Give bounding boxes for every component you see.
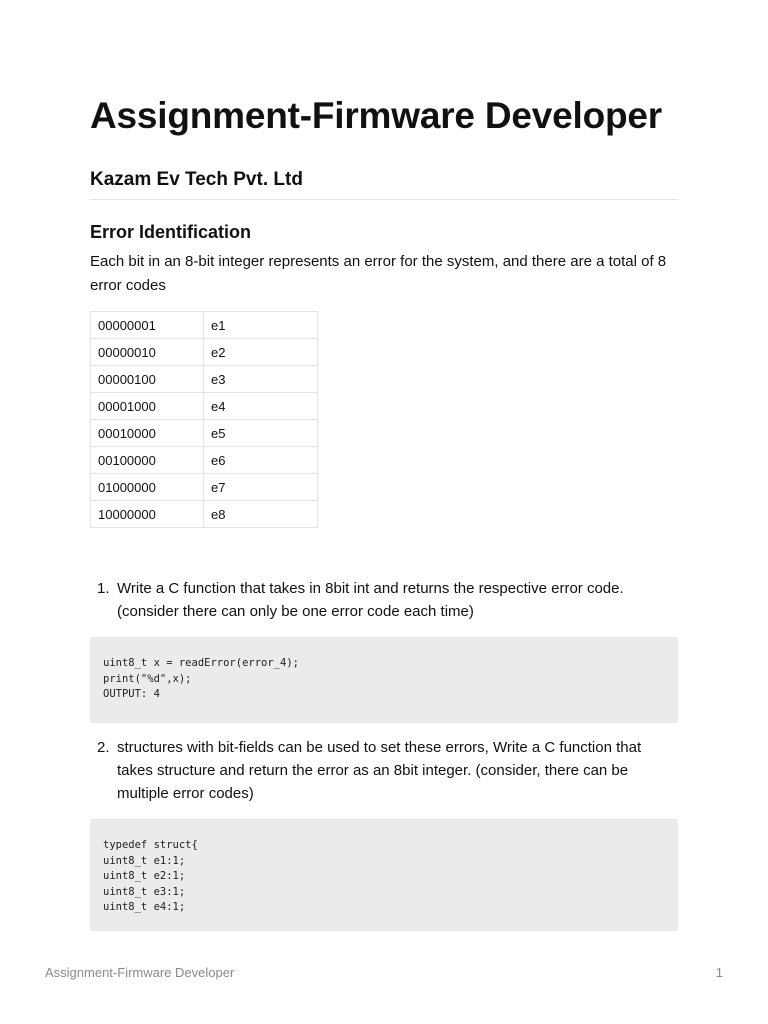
table-row xyxy=(91,447,318,474)
question-text: Write a C function that takes in 8bit int and returns the respective error code. (consider there can only be one error code each time) xyxy=(117,580,624,621)
error-code-cell: e2 xyxy=(204,339,318,366)
code-block-2 xyxy=(90,819,678,931)
error-code-cell: e4 xyxy=(204,393,318,420)
bit-pattern-cell: 00100000 xyxy=(91,447,204,474)
table-row xyxy=(91,474,318,501)
code-line: uint8_t e3:1; xyxy=(103,885,186,898)
question-1 xyxy=(90,577,670,623)
bit-pattern-cell: 00000100 xyxy=(91,366,204,393)
bit-pattern-cell: 00001000 xyxy=(91,393,204,420)
table-row xyxy=(91,366,318,393)
company-name: Kazam Ev Tech Pvt. Ltd xyxy=(90,169,303,190)
code-line: uint8_t e2:1; xyxy=(103,870,186,882)
error-code-cell: e8 xyxy=(204,501,318,528)
intro-paragraph: Each bit in an 8-bit integer represents an error for the system, and there are a total of 8 error codes xyxy=(90,253,667,294)
bit-pattern-cell: 00000001 xyxy=(91,312,204,339)
table-row xyxy=(91,393,318,420)
code-line: OUTPUT: 4 xyxy=(103,688,160,700)
error-code-table xyxy=(90,311,318,528)
footer-title: Assignment-Firmware Developer xyxy=(45,965,235,980)
bit-pattern-cell: 01000000 xyxy=(91,474,204,501)
code-line: uint8_t x = readError(error_4); xyxy=(103,657,299,669)
section-heading: Error Identification xyxy=(90,222,252,242)
question-text: structures with bit-fields can be used to set these errors, Write a C function that takes structure and return the error as an 8bit integer. (consider, there can be multiple error codes) xyxy=(117,739,642,803)
code-line: typedef struct{ xyxy=(103,839,198,851)
bit-pattern-cell: 00010000 xyxy=(91,420,204,447)
page-title: Assignment-Firmware Developer xyxy=(90,95,662,136)
table-row xyxy=(91,420,318,447)
table-row xyxy=(91,312,318,339)
error-code-cell: e6 xyxy=(204,447,318,474)
code-block-1 xyxy=(90,637,678,723)
page-number: 1 xyxy=(715,965,723,980)
code-line: uint8_t e4:1; xyxy=(103,901,186,913)
error-code-cell: e5 xyxy=(204,420,318,447)
table-row xyxy=(91,339,318,366)
error-code-cell: e7 xyxy=(204,474,318,501)
bit-pattern-cell: 00000010 xyxy=(91,339,204,366)
error-code-cell: e1 xyxy=(204,312,318,339)
divider xyxy=(90,199,678,200)
code-line: uint8_t e1:1; xyxy=(103,854,186,867)
error-code-cell: e3 xyxy=(204,366,318,393)
bit-pattern-cell: 10000000 xyxy=(91,501,204,528)
table-row xyxy=(91,501,318,528)
question-number: 1. xyxy=(97,580,110,597)
question-number: 2. xyxy=(97,739,110,756)
code-line: print("%d",x); xyxy=(103,672,192,685)
question-2 xyxy=(90,736,670,806)
